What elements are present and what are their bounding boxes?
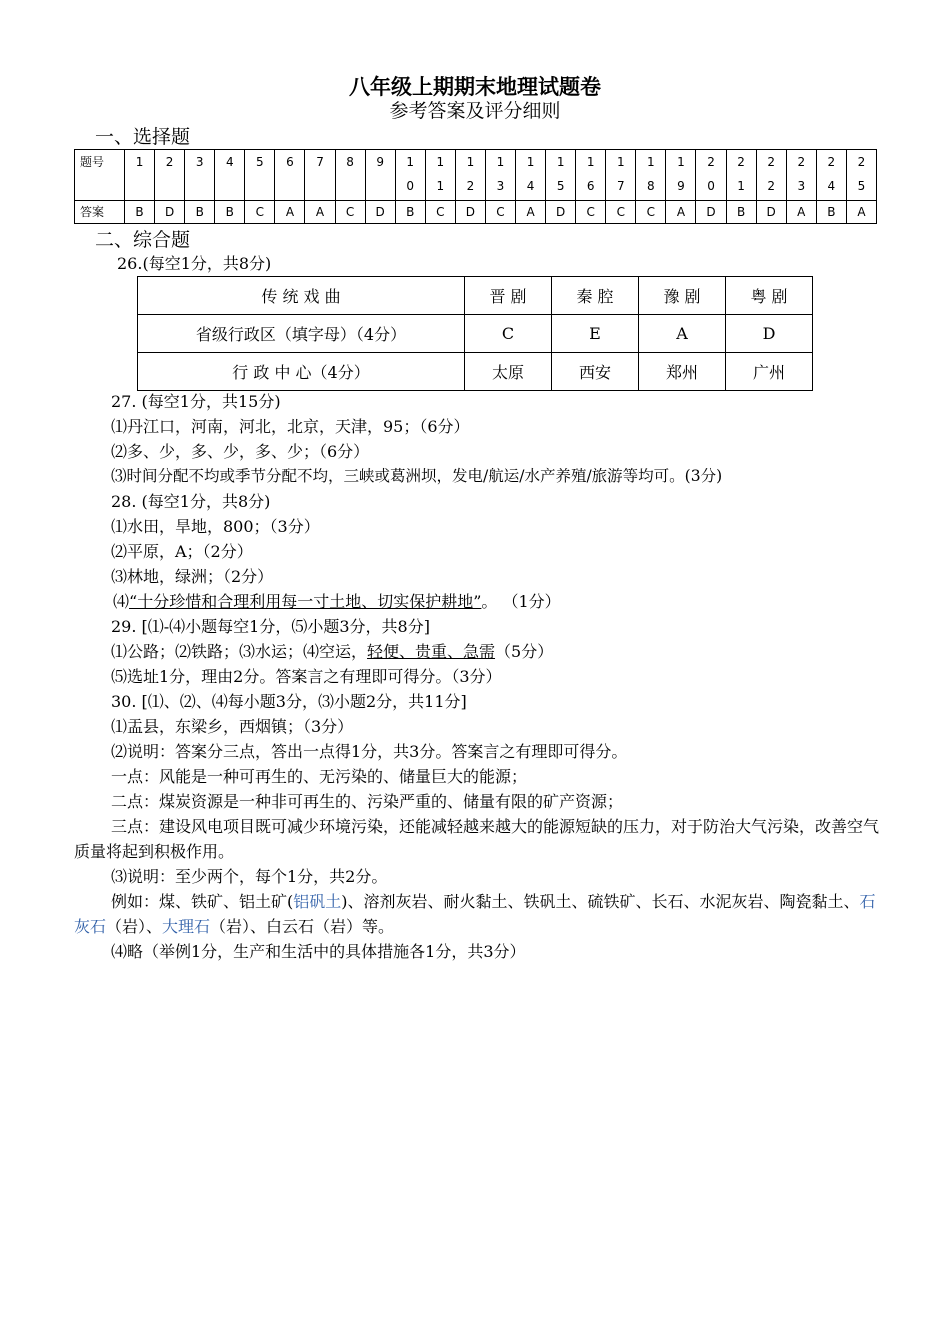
question-number-digit: 1: [436, 179, 445, 193]
question-number-digit: 5: [857, 179, 866, 193]
question-number-cell: [816, 150, 846, 201]
question-number-digit: 2: [857, 155, 866, 169]
opera-capital-row: [138, 353, 813, 391]
answer-cell: C: [335, 201, 365, 224]
question-number-cell: [666, 150, 696, 201]
q28-part4-prefix: ⑷: [113, 592, 130, 611]
q27-part2: ⑵多、少，多、少，多、少；（6分）: [111, 442, 370, 461]
question-number-digit: 7: [316, 155, 324, 169]
opera-cell: 郑州: [639, 353, 726, 391]
q30-example-text: （岩）、: [106, 917, 163, 936]
answer-cell: B: [726, 201, 756, 224]
question-number-cell: [546, 150, 576, 201]
q27-part1: ⑴丹江口，河南，河北，北京，天津，95；（6分）: [111, 417, 470, 436]
page-subtitle: 参考答案及评分细则: [389, 100, 561, 122]
question-number-cell: [365, 150, 395, 201]
q28-heading: 28. (每空1分，共8分): [111, 492, 271, 511]
answer-cell: B: [395, 201, 425, 224]
q30-point2: 二点：煤炭资源是一种非可再生的、污染严重的、储量有限的矿产资源；: [111, 792, 624, 811]
question-number-digit: 2: [767, 179, 775, 193]
answer-cell: C: [636, 201, 666, 224]
opera-cell: 粤 剧: [726, 277, 813, 315]
question-number-digit: 9: [677, 179, 685, 193]
question-number-digit: 2: [466, 179, 475, 193]
question-number-cell: [185, 150, 215, 201]
question-number-digit: 1: [647, 155, 655, 169]
answer-row: [75, 201, 877, 224]
question-number-cell: [786, 150, 816, 201]
opera-cell: C: [465, 315, 552, 353]
question-number-digit: 4: [225, 155, 234, 169]
q29-part1-underlined: 轻便、贵重、急需: [367, 642, 496, 661]
question-number-cell: [125, 150, 155, 201]
q28-part1: ⑴水田，旱地，800；（3分）: [111, 517, 320, 536]
question-number-digit: 5: [256, 155, 264, 169]
answer-cell: B: [125, 201, 155, 224]
opera-cell: 广州: [726, 353, 813, 391]
question-number-cell: [636, 150, 666, 201]
question-number-cell: [696, 150, 726, 201]
q29-part1: [111, 639, 553, 664]
question-number-digit: 6: [586, 179, 595, 193]
question-number-cell: [305, 150, 335, 201]
q30-example-highlight: 铝矾土: [293, 892, 342, 911]
answer-cell: B: [816, 201, 846, 224]
question-number-cell: [275, 150, 305, 201]
opera-cell: A: [639, 315, 726, 353]
opera-cell: 豫 剧: [639, 277, 726, 315]
q29-part1-suffix: （5分）: [495, 642, 554, 661]
opera-province-row: [138, 315, 813, 353]
q27-heading: 27. (每空1分，共15分): [111, 392, 281, 411]
question-number-digit: 3: [496, 179, 505, 193]
answer-cell: A: [516, 201, 546, 224]
question-number-digit: 8: [647, 179, 655, 193]
opera-cell: 秦 腔: [552, 277, 639, 315]
section-choice-heading: 一、选择题: [95, 126, 191, 148]
question-number-cell: [215, 150, 245, 201]
q30-example-highlight: 石灰石: [74, 892, 876, 936]
question-number-digit: 5: [556, 179, 565, 193]
question-number-digit: 1: [616, 155, 625, 169]
question-number-digit: 1: [586, 155, 595, 169]
q28-part4: [113, 589, 561, 614]
question-number-digit: 4: [526, 179, 535, 193]
question-number-digit: 0: [707, 179, 715, 193]
choice-answer-table: [74, 149, 877, 224]
question-number-cell: [455, 150, 485, 201]
q29-part2: ⑸选址1分，理由2分。答案言之有理即可得分。（3分）: [111, 667, 502, 686]
question-number-digit: 9: [376, 155, 384, 169]
question-number-cell: [485, 150, 515, 201]
q28-part2: ⑵平原，A；（2分）: [111, 542, 253, 561]
question-number-digit: 8: [346, 155, 354, 169]
q30-example-text: 例如：煤、铁矿、铝土矿(: [111, 892, 294, 911]
opera-cell: 行 政 中 心（4分）: [138, 353, 465, 391]
answer-cell: C: [425, 201, 455, 224]
q30-example-highlight: 大理石: [162, 917, 211, 936]
q29-part1-prefix: ⑴公路；⑵铁路；⑶水运；⑷空运，: [111, 642, 368, 661]
opera-cell: E: [552, 315, 639, 353]
opera-cell: 晋 剧: [465, 277, 552, 315]
q26-heading: 26.(每空1分，共8分): [117, 254, 272, 273]
q27-part3: ⑶时间分配不均或季节分配不均，三峡或葛洲坝，发电/航运/水产养殖/旅游等均可。(3分): [111, 467, 723, 485]
answer-cell: D: [365, 201, 395, 224]
question-number-digit: 1: [135, 155, 144, 169]
answer-cell: A: [846, 201, 876, 224]
question-number-digit: 3: [195, 155, 204, 169]
answer-cell: B: [185, 201, 215, 224]
q30-heading: 30. [⑴、⑵、⑷每小题3分，⑶小题2分，共11分]: [111, 692, 467, 711]
opera-cell: 省级行政区（填字母）（4分）: [138, 315, 465, 353]
question-number-digit: 3: [797, 179, 806, 193]
question-number-digit: 2: [827, 155, 836, 169]
q30-examples: [74, 889, 884, 939]
opera-cell: 西安: [552, 353, 639, 391]
section-comprehensive-heading: 二、综合题: [95, 229, 191, 251]
q28-part4-suffix: 。 （1分）: [481, 592, 561, 611]
question-number-cell: [425, 150, 455, 201]
q28-part3: ⑶林地，绿洲；（2分）: [111, 567, 274, 586]
opera-cell: 传 统 戏 曲: [138, 277, 465, 315]
question-number-digit: 2: [165, 155, 174, 169]
question-number-digit: 4: [827, 179, 836, 193]
question-number-digit: 2: [707, 155, 715, 169]
q30-example-text: )、溶剂灰岩、耐火黏土、铁矾土、硫铁矿、长石、水泥灰岩、陶瓷黏土、: [341, 892, 860, 911]
question-number-cell: [756, 150, 786, 201]
answer-cell: A: [786, 201, 816, 224]
answer-cell: D: [696, 201, 726, 224]
question-number-digit: 1: [496, 155, 505, 169]
question-number-cell: [245, 150, 275, 201]
opera-table: [137, 276, 813, 391]
q29-heading: 29. [⑴-⑷小题每空1分，⑸小题3分，共8分]: [111, 617, 430, 636]
question-number-cell: [335, 150, 365, 201]
q30-example-text: （岩）、白云石（岩）等。: [210, 917, 395, 936]
answer-cell: D: [546, 201, 576, 224]
q28-part4-underlined: “十分珍惜和合理利用每一寸土地、切实保护耕地”: [129, 592, 482, 611]
question-number-digit: 1: [526, 155, 535, 169]
question-number-digit: 6: [286, 155, 294, 169]
question-number-digit: 1: [406, 155, 415, 169]
q30-part2: ⑵说明：答案分三点，答出一点得1分，共3分。答案言之有理即可得分。: [111, 742, 628, 761]
answer-cell: A: [275, 201, 305, 224]
q30-point1: 一点：风能是一种可再生的、无污染的、储量巨大的能源；: [111, 767, 528, 786]
answer-cell: B: [215, 201, 245, 224]
answer-cell: D: [756, 201, 786, 224]
question-number-cell: [726, 150, 756, 201]
answer-cell: A: [305, 201, 335, 224]
question-number-digit: 2: [767, 155, 775, 169]
opera-cell: 太原: [465, 353, 552, 391]
question-number-cell: [846, 150, 876, 201]
q30-point3: 三点：建设风电项目既可减少环境污染，还能减轻越来越大的能源短缺的压力，对于防治大气污染，改善空气质量将起到积极作用。: [74, 817, 880, 861]
question-number-digit: 2: [737, 155, 745, 169]
answer-cell: D: [155, 201, 185, 224]
question-number-digit: 2: [797, 155, 806, 169]
question-number-cell: [155, 150, 185, 201]
question-number-digit: 1: [737, 179, 745, 193]
row-header-answer: 答案: [75, 201, 125, 224]
question-number-row: [75, 150, 877, 201]
q30-part3: ⑶说明：至少两个，每个1分，共2分。: [111, 867, 388, 886]
question-number-cell: [395, 150, 425, 201]
question-number-digit: 1: [466, 155, 475, 169]
question-number-cell: [606, 150, 636, 201]
answer-cell: C: [576, 201, 606, 224]
question-number-digit: 1: [677, 155, 685, 169]
question-number-cell: [576, 150, 606, 201]
q30-part1: ⑴盂县，东梁乡，西烟镇；（3分）: [111, 717, 354, 736]
answer-cell: C: [485, 201, 515, 224]
answer-cell: C: [245, 201, 275, 224]
answer-cell: A: [666, 201, 696, 224]
question-number-digit: 0: [406, 179, 415, 193]
question-number-digit: 7: [616, 179, 625, 193]
opera-header-row: [138, 277, 813, 315]
row-header-number: 题号: [75, 150, 125, 201]
question-number-digit: 1: [556, 155, 565, 169]
answer-cell: C: [606, 201, 636, 224]
question-number-cell: [516, 150, 546, 201]
opera-cell: D: [726, 315, 813, 353]
answer-cell: D: [455, 201, 485, 224]
q30-part4: ⑷略（举例1分，生产和生活中的具体措施各1分，共3分）: [111, 942, 526, 961]
question-number-digit: 1: [436, 155, 445, 169]
page-title: 八年级上期期末地理试题卷: [349, 75, 601, 99]
